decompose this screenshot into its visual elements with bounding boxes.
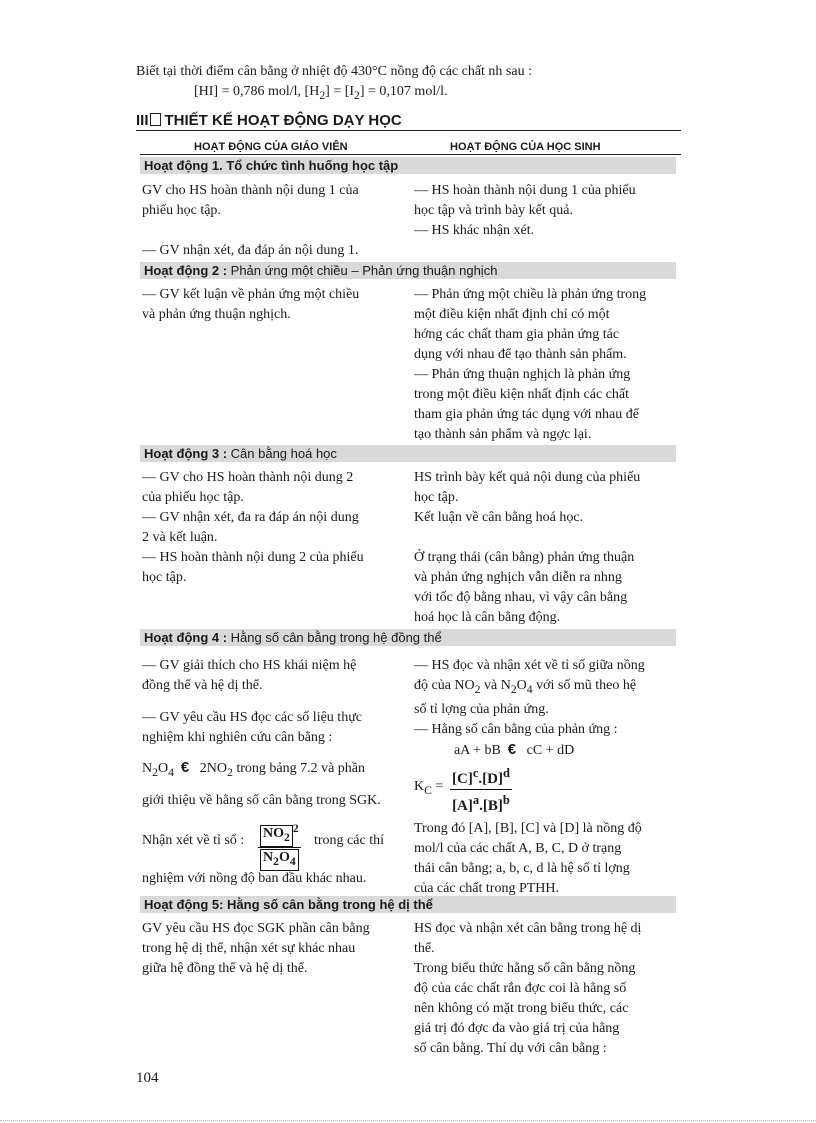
activity-4-title: Hoạt động 4 : Hằng số cân bằng trong hệ đồng thể [140, 629, 676, 646]
equilibrium-arrow-icon: € [507, 740, 517, 758]
activity-2-student: — Phản ứng một chiều là phản ứng trong một điều kiện nhất định chỉ có một hớng các chất tham gia phản ứng tác dụng với nhau để tạo thành sản phẩm. — Phản ứng thuận nghịch là phản ứng trong một điều kiện nhất định các chất tham gia phản ứng tác dụng với nhau để tạo thành sản phẩm và ngợc lại. [414, 287, 647, 442]
activity-4-student: — HS đọc và nhận xét về tỉ số giữa nồng độ của $NO_2$ và $N_2O_4$ với số mũ theo hệ số tỉ lợng của phản ứng. — Hằng số cân bằng của phản ứng : aA + bB € cC + dD $K_C$ = $\frac{[C]^c.[D]^d}{[A]^a.[B]^b}$ Trong đó [A], [B], [C] và [D] là nồng độ mol/l của các chất A, B, C, D ở trạng thái cân bằng; a, b, c, d là hệ số tỉ lợng của các chất trong PTHH. [414, 656, 676, 899]
page-number: 104 [136, 1070, 159, 1086]
section-heading: III THIẾT KẾ HOẠT ĐỘNG DẠY HỌC [136, 112, 681, 131]
no2-n2o4-ratio: $\frac{NO_2^2}{N_2O_4}$ [258, 819, 301, 871]
activity-2-title: Hoạt động 2 : Phản ứng một chiều – Phản ứng thuận nghịch [140, 262, 676, 279]
general-reaction: aA + bB € cC + dD [454, 740, 575, 758]
column-headers [140, 140, 681, 155]
intro-text [136, 62, 532, 106]
activity-5-teacher: GV yêu cầu HS đọc SGK phần cân bằng trong hệ dị thể, nhận xét sự khác nhau giữa hệ đồng thể và hệ dị thể. [142, 921, 370, 976]
activity-1-student: — HS hoàn thành nội dung 1 của phiếu học tập và trình bày kết quả. — HS khác nhận xét. [414, 183, 636, 238]
equilibrium-arrow-icon: € [180, 759, 190, 776]
activity-5-title: Hoạt động 5: Hằng số cân bằng trong hệ dị thể [140, 896, 676, 913]
checkbox-glyph-icon [150, 113, 161, 126]
activity-3-student: HS trình bày kết quả nội dung của phiếu học tập. Kết luận về cân bằng hoá học. Ở trạng thái (cân bằng) phản ứng thuận và phản ứng nghịch vẫn diễn ra nhng với tốc độ bằng nhau, vì vậy cân bằng hoá học là cân bằng động. [414, 470, 641, 625]
activity-3-title: Hoạt động 3 : Cân bằng hoá học [140, 445, 676, 462]
intro-line-2: [HI] = 0,786 mol/l, $[H_2] = [I_2] = 0,107$ mol/l. [194, 84, 448, 102]
ratio-line: Nhận xét về tỉ số : $\frac{NO_2^2}{N_2O_4}$ trong các thí [142, 819, 404, 861]
activity-1-title: Hoạt động 1. Tổ chức tình huống học tập [140, 157, 676, 174]
activity-1-teacher: GV cho HS hoàn thành nội dung 1 của phiếu học tập. — GV nhận xét, đa đáp án nội dung 1. [142, 183, 359, 258]
kc-expression: $K_C$ = $\frac{[C]^c.[D]^d}{[A]^a.[B]^b}$ [414, 761, 676, 813]
teacher-column-header: HOẠT ĐỘNG CỦA GIÁO VIÊN [194, 141, 348, 153]
intro-line-1: Biết tại thời điểm cân bằng ở nhiệt độ 430°C nồng độ các chất nh sau : [136, 64, 532, 79]
student-column-header: HOẠT ĐỘNG CỦA HỌC SINH [450, 141, 601, 153]
activity-5-student: HS đọc và nhận xét cân bằng trong hệ dị thể. Trong biểu thức hằng số cân bằng nồng độ của các chất rắn đợc coi là hằng số nên không có mặt trong biểu thức, các giá trị đó đợc đa vào giá trị của hằng số cân bằng. Thí dụ với cân bằng : [414, 921, 642, 1056]
activity-3-teacher: — GV cho HS hoàn thành nội dung 2 của phiếu học tập. — GV nhận xét, đa ra đáp án nội dung 2 và kết luận. — HS hoàn thành nội dung 2 của phiếu học tập. [142, 470, 364, 585]
activity-2-teacher: — GV kết luận về phản ứng một chiều và phản ứng thuận nghịch. [142, 287, 360, 322]
bottom-divider [0, 1120, 816, 1121]
reaction-n2o4-line: $N_2O_4$ € $2NO_2$ trong bảng 7.2 và phần [142, 759, 366, 779]
activity-4-teacher: — GV giải thích cho HS khái niệm hệ đồng thể và hệ dị thể. — GV yêu cầu HS đọc các số liệu thực nghiệm khi nghiên cứu cân bằng : $N_2O_4$ € $2NO_2$ trong bảng 7.2 và phần giới thiệu về hằng số cân bằng trong SGK. Nhận xét về tỉ số : $\frac{NO_2^2}{N_2O_4}$ trong các thí nghiệm với nồng độ ban đầu khác nhau. [142, 656, 404, 889]
kc-fraction: $\frac{[C]^c.[D]^d}{[A]^a.[B]^b}$ [450, 763, 512, 816]
